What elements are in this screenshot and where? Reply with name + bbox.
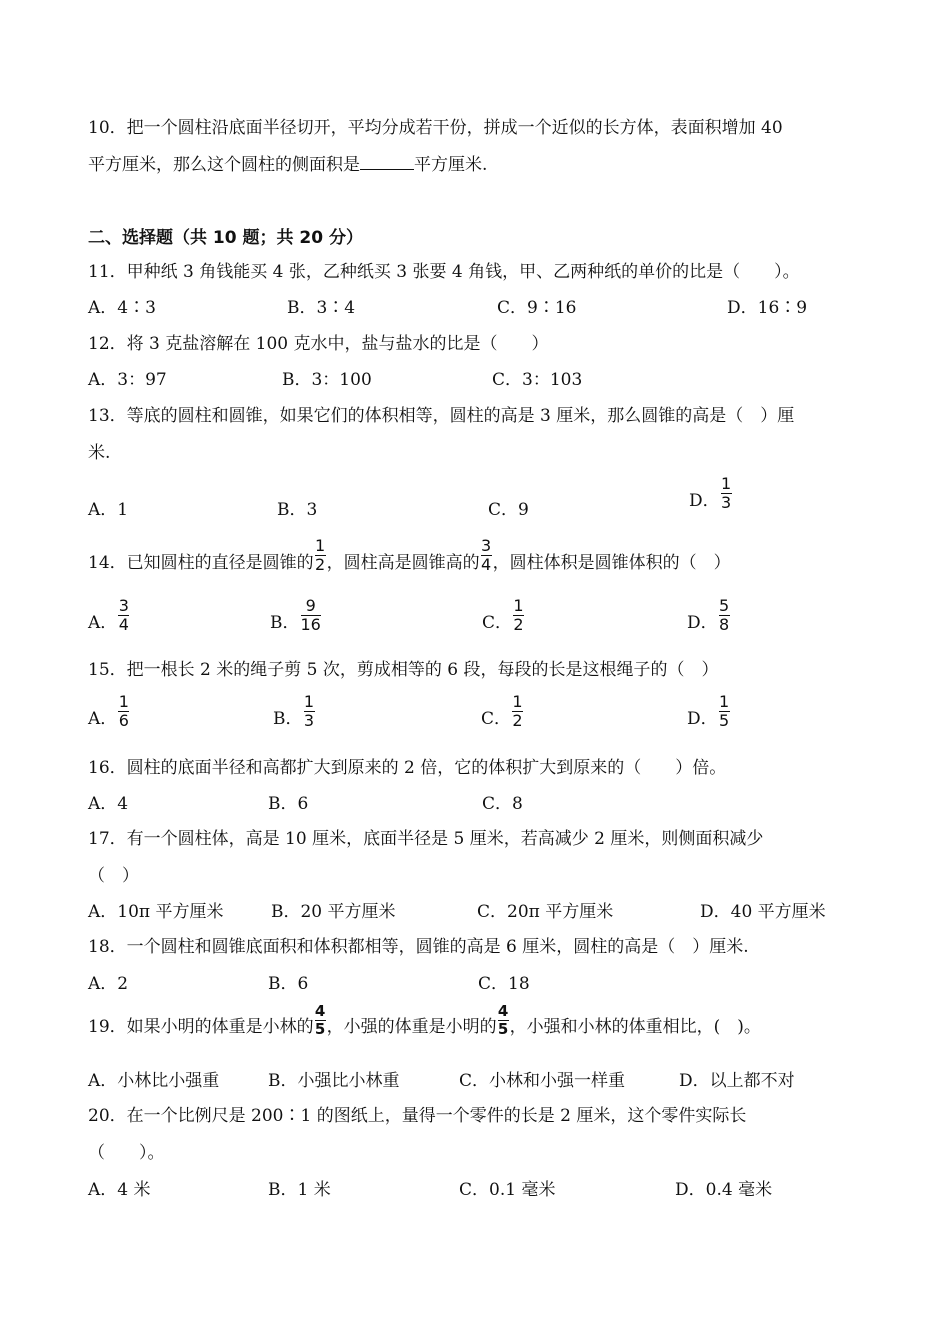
q14-frac1-num: 1	[315, 536, 326, 555]
q15-option-d[interactable]	[687, 694, 731, 729]
q19-option-d[interactable]: D．以上都不对	[679, 1071, 795, 1091]
q14-option-d[interactable]	[687, 598, 731, 633]
q14-frac1-den: 2	[315, 555, 326, 574]
q17-option-a[interactable]: A．10π 平方厘米	[88, 902, 224, 922]
q13-option-d-label: D．	[689, 491, 720, 511]
q14-part2: ，圆柱高是圆锥高的	[326, 553, 480, 573]
q15-option-b-label: B．	[273, 709, 303, 729]
q14-option-d-num: 5	[719, 596, 730, 615]
q14-option-c-label: C．	[482, 613, 513, 633]
q20-line2: （ ）。	[88, 1143, 165, 1163]
q19-frac1-den: 5	[314, 1020, 326, 1038]
q15-option-c-den: 2	[512, 711, 523, 730]
q14-text	[88, 538, 731, 573]
q19-part2: ，小强的体重是小明的	[326, 1017, 497, 1037]
q14-option-d-label: D．	[687, 613, 718, 633]
q14-fraction-1	[315, 538, 326, 573]
q18-option-b[interactable]: B．6	[268, 974, 309, 994]
q20-option-a[interactable]: A．4 米	[88, 1180, 151, 1200]
q14-option-b-fraction	[301, 598, 321, 633]
q15-option-c[interactable]	[481, 694, 524, 729]
q10-line1: 10．把一个圆柱沿底面半径切开，平均分成若干份，拼成一个近似的长方体，表面积增加 40	[88, 118, 783, 138]
q14-fraction-2	[481, 538, 492, 573]
q16-option-a[interactable]: A．4	[88, 794, 129, 814]
q14-option-b-den: 16	[300, 615, 321, 634]
q11-text: 11．甲种纸 3 角钱能买 4 张，乙种纸买 3 张要 4 角钱，甲、乙两种纸的单价的比是（ ）。	[88, 262, 800, 282]
q20-option-c[interactable]: C．0.1 毫米	[459, 1180, 556, 1200]
q13-line2: 米.	[88, 443, 111, 463]
q19-frac2-num: 4	[497, 1002, 509, 1020]
q10-answer-blank[interactable]	[360, 155, 414, 170]
q18-text: 18．一个圆柱和圆锥底面积和体积都相等，圆锥的高是 6 厘米，圆柱的高是（ ）厘米.	[88, 937, 749, 957]
q15-option-a-num: 1	[118, 692, 129, 711]
q13-option-c[interactable]: C．9	[488, 500, 529, 520]
q12-option-b[interactable]: B．3：100	[282, 370, 372, 390]
section-title: 二、选择题（共 10 题；共 20 分）	[88, 228, 363, 248]
q14-option-c-fraction	[513, 598, 524, 633]
q19-fraction-2	[498, 1004, 509, 1037]
q11-option-a[interactable]: A．4∶3	[88, 298, 156, 318]
q13-option-d-fraction	[721, 476, 732, 511]
q15-option-c-label: C．	[481, 709, 512, 729]
q10-line2-post: 平方厘米.	[414, 155, 488, 175]
q14-option-a-den: 4	[118, 615, 129, 634]
q11-option-b[interactable]: B．3∶4	[287, 298, 356, 318]
q15-text: 15．把一根长 2 米的绳子剪 5 次，剪成相等的 6 段，每段的长是这根绳子的（ ）	[88, 660, 719, 680]
q19-part1: 19．如果小明的体重是小林的	[88, 1017, 314, 1037]
q19-frac1-num: 4	[314, 1002, 326, 1020]
q20-option-b[interactable]: B．1 米	[268, 1180, 331, 1200]
q14-option-b-num: 9	[305, 596, 316, 615]
q13-option-a[interactable]: A．1	[88, 500, 129, 520]
q15-option-d-num: 1	[719, 692, 730, 711]
q15-option-a-label: A．	[88, 709, 118, 729]
q17-option-d[interactable]: D．40 平方厘米	[700, 902, 826, 922]
q11-option-c[interactable]: C．9∶16	[497, 298, 577, 318]
q14-option-d-den: 8	[719, 615, 730, 634]
q19-fraction-1	[315, 1004, 326, 1037]
q14-part1: 14．已知圆柱的直径是圆锥的	[88, 553, 314, 573]
q14-option-a-num: 3	[118, 596, 129, 615]
q15-option-c-fraction	[512, 694, 523, 729]
q15-option-c-num: 1	[512, 692, 523, 711]
q15-option-a[interactable]	[88, 694, 130, 729]
q14-option-c[interactable]	[482, 598, 525, 633]
q12-option-a[interactable]: A．3：97	[88, 370, 167, 390]
q16-text: 16．圆柱的底面半径和高都扩大到原来的 2 倍，它的体积扩大到原来的（ ）倍。	[88, 758, 727, 778]
q15-option-a-fraction	[118, 694, 129, 729]
q19-part3: ，小强和小林的体重相比，( )。	[509, 1017, 761, 1037]
q10-line2	[88, 155, 487, 175]
q15-option-d-fraction	[719, 694, 730, 729]
q10-line2-pre: 平方厘米，那么这个圆柱的侧面积是	[88, 155, 360, 175]
q19-option-c[interactable]: C．小林和小强一样重	[459, 1071, 626, 1091]
q15-option-b[interactable]	[273, 694, 316, 729]
q19-option-b[interactable]: B．小强比小林重	[268, 1071, 400, 1091]
q15-option-d-den: 5	[719, 711, 730, 730]
q19-text	[88, 1004, 761, 1037]
q15-option-b-num: 1	[303, 692, 315, 711]
q18-option-c[interactable]: C．18	[478, 974, 530, 994]
q14-option-a-label: A．	[88, 613, 118, 633]
q19-option-a[interactable]: A．小林比小强重	[88, 1071, 220, 1091]
q15-option-b-den: 3	[303, 711, 315, 730]
q15-option-d-label: D．	[687, 709, 718, 729]
q15-option-b-fraction	[304, 694, 315, 729]
q18-option-a[interactable]: A．2	[88, 974, 129, 994]
q14-part3: ，圆柱体积是圆锥体积的（ ）	[492, 553, 731, 573]
q20-line1: 20．在一个比例尺是 200∶1 的图纸上，量得一个零件的长是 2 厘米，这个零件实际长	[88, 1106, 747, 1126]
q11-option-d[interactable]: D．16∶9	[727, 298, 808, 318]
q14-option-b[interactable]	[270, 598, 322, 633]
q17-line2: （ ）	[88, 866, 139, 886]
q13-option-d[interactable]	[689, 476, 733, 511]
q14-option-c-num: 1	[513, 596, 524, 615]
q14-option-c-den: 2	[513, 615, 524, 634]
q15-option-a-den: 6	[118, 711, 129, 730]
q12-option-c[interactable]: C．3：103	[492, 370, 583, 390]
q13-option-d-num: 1	[721, 474, 732, 493]
q12-text: 12．将 3 克盐溶解在 100 克水中，盐与盐水的比是（ ）	[88, 334, 549, 354]
q14-option-d-fraction	[719, 598, 730, 633]
q14-option-b-label: B．	[270, 613, 300, 633]
q19-frac2-den: 5	[497, 1020, 509, 1038]
q14-option-a[interactable]	[88, 598, 130, 633]
q16-option-c[interactable]: C．8	[482, 794, 523, 814]
q20-option-d[interactable]: D．0.4 毫米	[675, 1180, 773, 1200]
q14-option-a-fraction	[118, 598, 129, 633]
q17-option-c[interactable]: C．20π 平方厘米	[477, 902, 614, 922]
q14-frac2-num: 3	[481, 536, 492, 555]
q13-option-b[interactable]: B．3	[277, 500, 318, 520]
q16-option-b[interactable]: B．6	[268, 794, 309, 814]
q13-option-d-den: 3	[721, 493, 732, 512]
q14-frac2-den: 4	[481, 555, 492, 574]
q13-line1: 13．等底的圆柱和圆锥，如果它们的体积相等，圆柱的高是 3 厘米，那么圆锥的高是（ ）厘	[88, 406, 795, 426]
q17-line1: 17．有一个圆柱体，高是 10 厘米，底面半径是 5 厘米，若高减少 2 厘米，则侧面积减少	[88, 829, 764, 849]
q17-option-b[interactable]: B．20 平方厘米	[271, 902, 396, 922]
